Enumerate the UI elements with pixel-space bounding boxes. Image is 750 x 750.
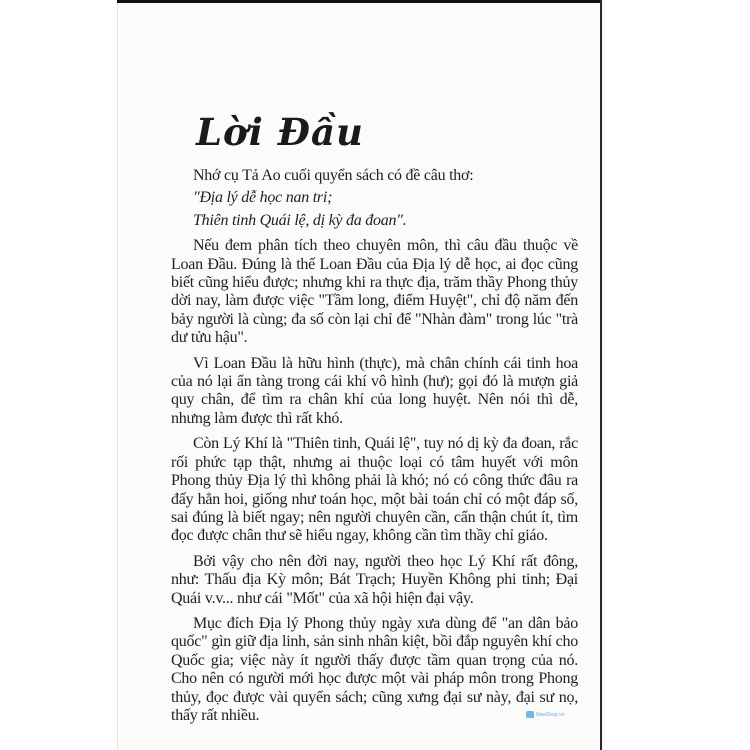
verse-line-1: "Địa lý dễ học nan tri; xyxy=(193,189,333,207)
page-body xyxy=(171,167,578,732)
newshop-logo-icon xyxy=(526,711,534,718)
paragraph-doi-nay: Bởi vậy cho nên đời nay, người theo học Lý Khí rất đông, như: Thấu địa Kỳ môn; Bát Trạch; Huyền Không phi tinh; Đại Quái v.v... như cái "Mốt" của xã hội hiện đại vậy. xyxy=(171,552,578,607)
paragraph-muc-dich: Mục đích Địa lý Phong thủy ngày xưa dùng để "an dân bảo quốc" gìn giữ địa linh, sản sinh nhân kiệt, bồi đắp nguyên khí cho Quốc gia; việc này ít người thấy được tầm quan trọng của nó. Cho nên có người mới học được một vài pháp môn trong Phong thủy, đọc được vài quyển sách; cũng xưng đại sư này, đại sư nọ, thấy rất nhiều. xyxy=(171,614,578,724)
watermark-text: NewShop.vn xyxy=(536,711,565,718)
paragraph-huu-hinh: Vì Loan Đầu là hữu hình (thực), mà chân chính cái tinh hoa của nó lại ẩn tàng trong cái khí vô hình (hư); gọi đó là mượn giả quy chân, để tìm ra chân khí của long huyệt. Nên nói thì dễ, nhưng làm được thì rất khó. xyxy=(171,354,578,427)
page-title: Lời Đầu xyxy=(196,110,364,154)
paragraph-loan-dau: Nếu đem phân tích theo chuyên môn, thì câu đầu thuộc về Loan Đầu. Đúng là thế Loan Đầu của Địa lý dễ học, ai đọc cũng biết cũng hiểu được; nhưng khi ra thực địa, trăm thầy Phong thủy dời nay, làm được việc "Tầm long, điểm Huyệt", chỉ độ năm đến bảy người là cùng; đa số còn lại chỉ để "Nhàn đàm" trong lúc "trà dư tửu hậu". xyxy=(171,237,578,347)
page-top-edge xyxy=(117,0,601,3)
paragraph-ly-khi: Còn Lý Khí là "Thiên tinh, Quái lệ", tuy nó dị kỳ đa đoan, rắc rối phức tạp thật, nhưng ai thuộc loại có tâm huyết với môn Phong thủy Địa lý thì không phải là khó; nó có công thức đâu ra đấy hẳn hoi, giống như toán học, một bài toán chỉ có một đáp số, sai đúng là biết ngay; nên người chuyên cần, cẩn thận chút ít, tìm đọc được chân thư sẽ hiểu ngay, không cần tìm thầy chỉ giáo. xyxy=(171,435,578,545)
paragraph-intro: Nhớ cụ Tả Ao cuối quyển sách có đề câu thơ: xyxy=(193,167,474,184)
page-right-edge xyxy=(600,0,602,750)
verse-line-2: Thiên tinh Quái lệ, dị kỳ đa đoan". xyxy=(193,211,407,229)
watermark xyxy=(526,711,564,718)
